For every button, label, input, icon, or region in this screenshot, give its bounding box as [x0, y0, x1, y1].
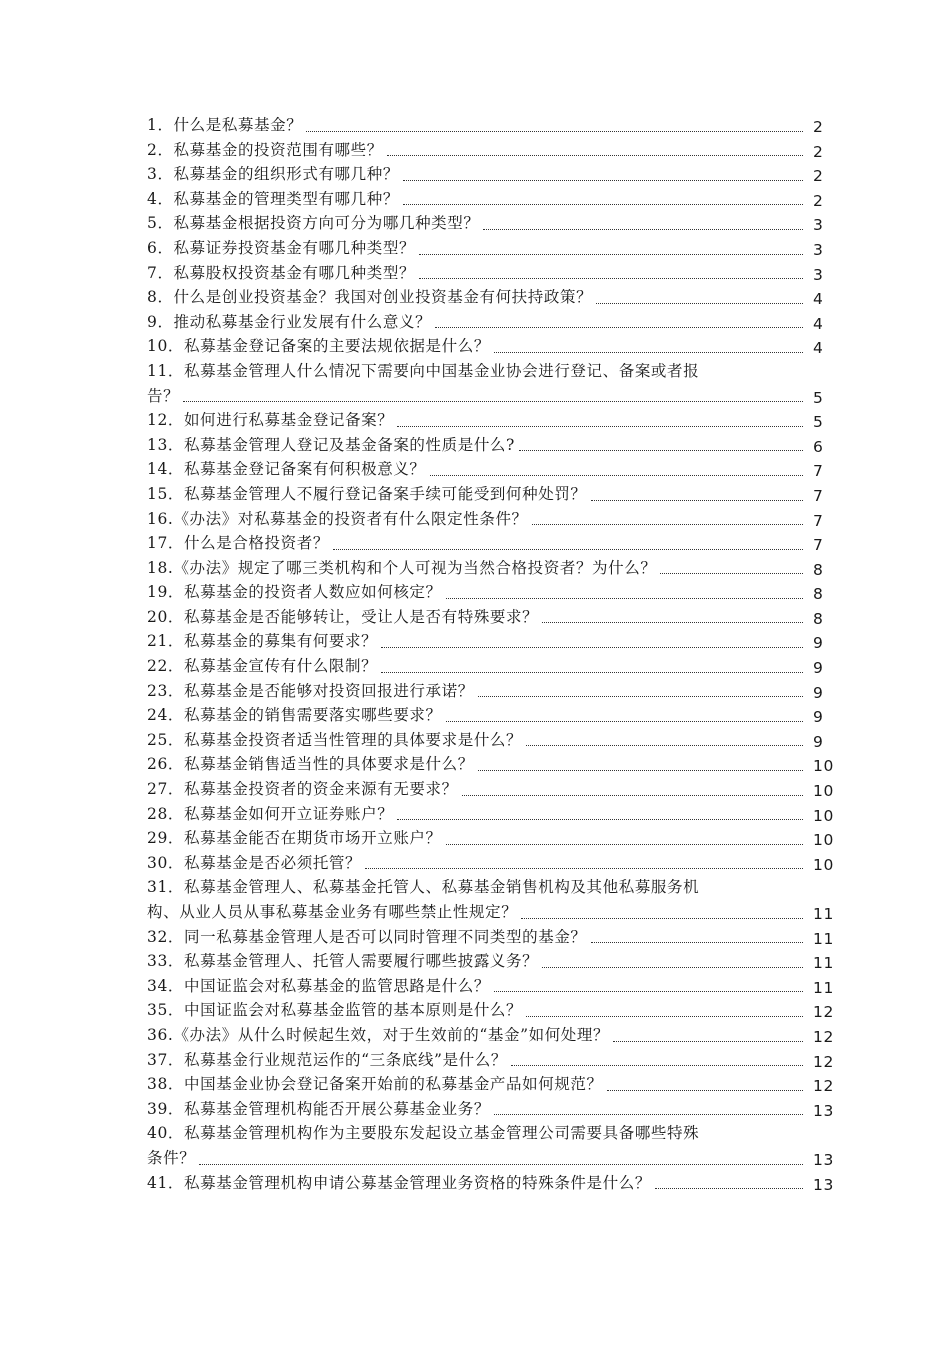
- toc-entry[interactable]: [147, 433, 847, 458]
- dot-leader: [526, 745, 803, 746]
- toc-page-number: 5: [813, 388, 824, 407]
- toc-entry-title: 18.《办法》规定了哪三类机构和个人可视为当然合格投资者？为什么？: [147, 558, 657, 577]
- toc-entry-title: 15．私募基金管理人不履行登记备案手续可能受到何种处罚？: [147, 484, 587, 503]
- toc-entry[interactable]: [147, 1048, 847, 1073]
- dot-leader: [511, 1065, 803, 1066]
- dot-leader: [397, 819, 803, 820]
- toc-entry[interactable]: [147, 457, 847, 482]
- toc-entry-title: 22．私募基金宣传有什么限制？: [147, 657, 378, 676]
- toc-entry-title-continued: 条件？: [147, 1148, 196, 1167]
- toc-entry-title: 4．私募基金的管理类型有哪几种？: [147, 189, 399, 208]
- toc-page-number: 2: [813, 191, 824, 210]
- dot-leader: [494, 1114, 803, 1115]
- toc-entry[interactable]: [147, 629, 847, 654]
- toc-entry-title: 39．私募基金管理机构能否开展公募基金业务？: [147, 1099, 490, 1118]
- dot-leader: [613, 1041, 803, 1042]
- toc-entry-title-continued: 构、从业人员从事私募基金业务有哪些禁止性规定？: [147, 903, 518, 921]
- dot-leader: [596, 303, 803, 304]
- dot-leader: [660, 573, 803, 574]
- toc-entry-title: 26．私募基金销售适当性的具体要求是什么？: [147, 755, 474, 774]
- dot-leader: [306, 131, 803, 132]
- toc-entry[interactable]: [147, 802, 847, 827]
- dot-leader: [655, 1188, 803, 1189]
- dot-leader: [591, 942, 803, 943]
- toc-page-number: 4: [813, 339, 824, 358]
- dot-leader: [478, 696, 803, 697]
- toc-entry[interactable]: [147, 507, 847, 532]
- toc-page-number: 6: [813, 437, 824, 456]
- toc-page-number: 10: [813, 831, 834, 850]
- toc-entry[interactable]: [147, 482, 847, 507]
- toc-entry[interactable]: [147, 334, 847, 359]
- toc-entry[interactable]: [147, 752, 847, 777]
- toc-entry-title: 16.《办法》对私募基金的投资者有什么限定性条件？: [147, 509, 528, 528]
- dot-leader: [526, 1016, 803, 1017]
- toc-entry[interactable]: [147, 826, 847, 851]
- dot-leader: [462, 795, 803, 796]
- toc-entry-title: 9．推动私募基金行业发展有什么意义？: [147, 312, 432, 331]
- toc-entry-title: 17．什么是合格投资者？: [147, 534, 329, 553]
- toc-page-number: 3: [813, 240, 824, 259]
- toc-entry-title: 36.《办法》从什么时候起生效，对于生效前的“基金”如何处理？: [147, 1025, 610, 1044]
- toc-entry-title: 8．什么是创业投资基金？我国对创业投资基金有何扶持政策？: [147, 288, 593, 307]
- toc-page-number: 12: [813, 1003, 834, 1022]
- toc-page-number: 2: [813, 167, 824, 186]
- toc-page-number: 4: [813, 314, 824, 333]
- toc-entry[interactable]: [147, 875, 847, 924]
- toc-entry[interactable]: [147, 851, 847, 876]
- toc-entry[interactable]: [147, 777, 847, 802]
- toc-entry[interactable]: [147, 113, 847, 138]
- toc-page-number: 7: [813, 486, 824, 505]
- dot-leader: [199, 1164, 803, 1165]
- dot-leader: [521, 918, 803, 919]
- toc-entry[interactable]: [147, 605, 847, 630]
- toc-entry[interactable]: [147, 359, 847, 408]
- toc-entry[interactable]: [147, 925, 847, 950]
- toc-page-number: 11: [813, 905, 834, 924]
- toc-page-number: 9: [813, 659, 824, 678]
- toc-entry[interactable]: [147, 1121, 847, 1170]
- toc-entry-title: 35．中国证监会对私募基金监管的基本原则是什么？: [147, 1001, 523, 1020]
- toc-page-number: 13: [813, 1151, 834, 1170]
- toc-entry[interactable]: [147, 974, 847, 999]
- dot-leader: [333, 549, 803, 550]
- dot-leader: [446, 721, 803, 722]
- toc-entry[interactable]: [147, 703, 847, 728]
- toc-entry[interactable]: [147, 531, 847, 556]
- toc-entry-title: 1．什么是私募基金？: [147, 116, 303, 134]
- toc-entry-title: 24．私募基金的销售需要落实哪些要求？: [147, 706, 442, 725]
- toc-page-number: 9: [813, 732, 824, 751]
- toc-page-number: 4: [813, 290, 824, 309]
- toc-page-number: 9: [813, 708, 824, 727]
- toc-entry[interactable]: [147, 187, 847, 212]
- dot-leader: [446, 844, 803, 845]
- toc-entry-title: 2．私募基金的投资范围有哪些？: [147, 140, 383, 159]
- toc-entry-title: 33．私募基金管理人、托管人需要履行哪些披露义务？: [147, 952, 539, 971]
- toc-entry-title: 32．同一私募基金管理人是否可以同时管理不同类型的基金？: [147, 927, 587, 946]
- toc-entry[interactable]: [147, 285, 847, 310]
- dot-leader: [591, 500, 803, 501]
- toc-page-number: 9: [813, 634, 824, 653]
- toc-entry-title: 37．私募基金行业规范运作的“三条底线”是什么？: [147, 1050, 507, 1069]
- toc-page-number: 10: [813, 806, 834, 825]
- toc-page-number: 5: [813, 413, 824, 432]
- dot-leader: [542, 967, 803, 968]
- dot-leader: [387, 155, 803, 156]
- toc-entry[interactable]: [147, 1023, 847, 1048]
- toc-entry-title: 38．中国基金业协会登记备案开始前的私募基金产品如何规范？: [147, 1075, 603, 1094]
- dot-leader: [607, 1090, 803, 1091]
- toc-entry[interactable]: [147, 556, 847, 581]
- toc-page-number: 7: [813, 511, 824, 530]
- dot-leader: [494, 352, 803, 353]
- toc-entry[interactable]: [147, 998, 847, 1023]
- toc-page-number: 12: [813, 1027, 834, 1046]
- dot-leader: [403, 180, 803, 181]
- toc-entry[interactable]: [147, 211, 847, 236]
- toc-entry[interactable]: [147, 310, 847, 335]
- toc-page-number: 12: [813, 1077, 834, 1096]
- toc-entry-title: 27．私募基金投资者的资金来源有无要求？: [147, 780, 458, 799]
- dot-leader: [419, 278, 803, 279]
- toc-entry-title: 5．私募基金根据投资方向可分为哪几种类型？: [147, 214, 480, 233]
- toc-page-number: 8: [813, 585, 824, 604]
- toc-page-number: 8: [813, 560, 824, 579]
- toc-page-number: 13: [813, 1175, 834, 1194]
- dot-leader: [381, 647, 803, 648]
- toc-entry-title: 13．私募基金管理人登记及基金备案的性质是什么?: [147, 435, 515, 454]
- dot-leader: [430, 475, 803, 476]
- dot-leader: [532, 524, 803, 525]
- toc-page-number: 7: [813, 536, 824, 555]
- toc-entry-title: 23．私募基金是否能够对投资回报进行承诺？: [147, 681, 474, 700]
- toc-page-number: 9: [813, 683, 824, 702]
- toc-entry[interactable]: [147, 580, 847, 605]
- toc-page-number: 10: [813, 782, 834, 801]
- toc-entry[interactable]: [147, 408, 847, 433]
- toc-page-number: 12: [813, 1052, 834, 1071]
- toc-page-number: 11: [813, 978, 834, 997]
- dot-leader: [403, 204, 803, 205]
- toc-page-number: 10: [813, 855, 834, 874]
- dot-leader: [494, 991, 803, 992]
- table-of-contents: [147, 113, 847, 1195]
- dot-leader: [365, 868, 803, 869]
- toc-entry[interactable]: [147, 728, 847, 753]
- dot-leader: [542, 622, 803, 623]
- toc-entry-title: 10．私募基金登记备案的主要法规依据是什么？: [147, 337, 490, 356]
- toc-entry-title: 41．私募基金管理机构申请公募基金管理业务资格的特殊条件是什么？: [147, 1173, 651, 1192]
- toc-page-number: 3: [813, 216, 824, 235]
- toc-entry-title: 7．私募股权投资基金有哪几种类型？: [147, 263, 416, 282]
- toc-entry[interactable]: [147, 236, 847, 261]
- toc-entry-title: 25．私募基金投资者适当性管理的具体要求是什么？: [147, 730, 523, 749]
- toc-entry[interactable]: [147, 1097, 847, 1122]
- toc-page-number: 2: [813, 142, 824, 161]
- toc-page-number: 11: [813, 954, 834, 973]
- toc-entry-title: 31．私募基金管理人、私募基金托管人、私募基金销售机构及其他私募服务机: [147, 878, 700, 897]
- toc-entry[interactable]: [147, 1171, 847, 1196]
- toc-page-number: 7: [813, 462, 824, 481]
- dot-leader: [381, 672, 803, 673]
- toc-page-number: 10: [813, 757, 834, 776]
- dot-leader: [397, 426, 803, 427]
- toc-entry-title: 40．私募基金管理机构作为主要股东发起设立基金管理公司需要具备哪些特殊: [147, 1124, 700, 1143]
- toc-page-number: 11: [813, 929, 834, 948]
- dot-leader: [519, 450, 803, 451]
- toc-entry-title: 19．私募基金的投资者人数应如何核定？: [147, 583, 442, 602]
- dot-leader: [419, 254, 803, 255]
- toc-page-number: 13: [813, 1101, 834, 1120]
- toc-entry[interactable]: [147, 162, 847, 187]
- toc-entry-title-continued: 告？: [147, 386, 180, 405]
- dot-leader: [446, 598, 803, 599]
- dot-leader: [183, 401, 803, 402]
- dot-leader: [478, 770, 803, 771]
- toc-entry-title: 20．私募基金是否能够转让，受让人是否有特殊要求？: [147, 607, 539, 626]
- toc-entry-title: 28．私募基金如何开立证券账户？: [147, 804, 394, 823]
- toc-entry-title: 30．私募基金是否必须托管？: [147, 853, 362, 872]
- toc-entry[interactable]: [147, 949, 847, 974]
- dot-leader: [483, 229, 803, 230]
- toc-entry-title: 21．私募基金的募集有何要求？: [147, 632, 378, 651]
- toc-entry-title: 29．私募基金能否在期货市场开立账户？: [147, 829, 442, 848]
- toc-entry-title: 12．如何进行私募基金登记备案？: [147, 411, 394, 430]
- toc-page-number: 8: [813, 609, 824, 628]
- dot-leader: [435, 327, 803, 328]
- toc-entry-title: 14．私募基金登记备案有何积极意义？: [147, 460, 426, 479]
- toc-entry[interactable]: [147, 138, 847, 163]
- toc-entry[interactable]: [147, 261, 847, 286]
- toc-entry-title: 3．私募基金的组织形式有哪几种？: [147, 165, 399, 184]
- toc-page-number: 2: [813, 118, 824, 136]
- toc-entry[interactable]: [147, 679, 847, 704]
- toc-entry-title: 34．中国证监会对私募基金的监管思路是什么？: [147, 976, 490, 995]
- toc-entry[interactable]: [147, 1072, 847, 1097]
- toc-entry-title: 11．私募基金管理人什么情况下需要向中国基金业协会进行登记、备案或者报: [147, 361, 700, 380]
- toc-entry-title: 6．私募证券投资基金有哪几种类型？: [147, 238, 416, 257]
- toc-page-number: 3: [813, 265, 824, 284]
- toc-entry[interactable]: [147, 654, 847, 679]
